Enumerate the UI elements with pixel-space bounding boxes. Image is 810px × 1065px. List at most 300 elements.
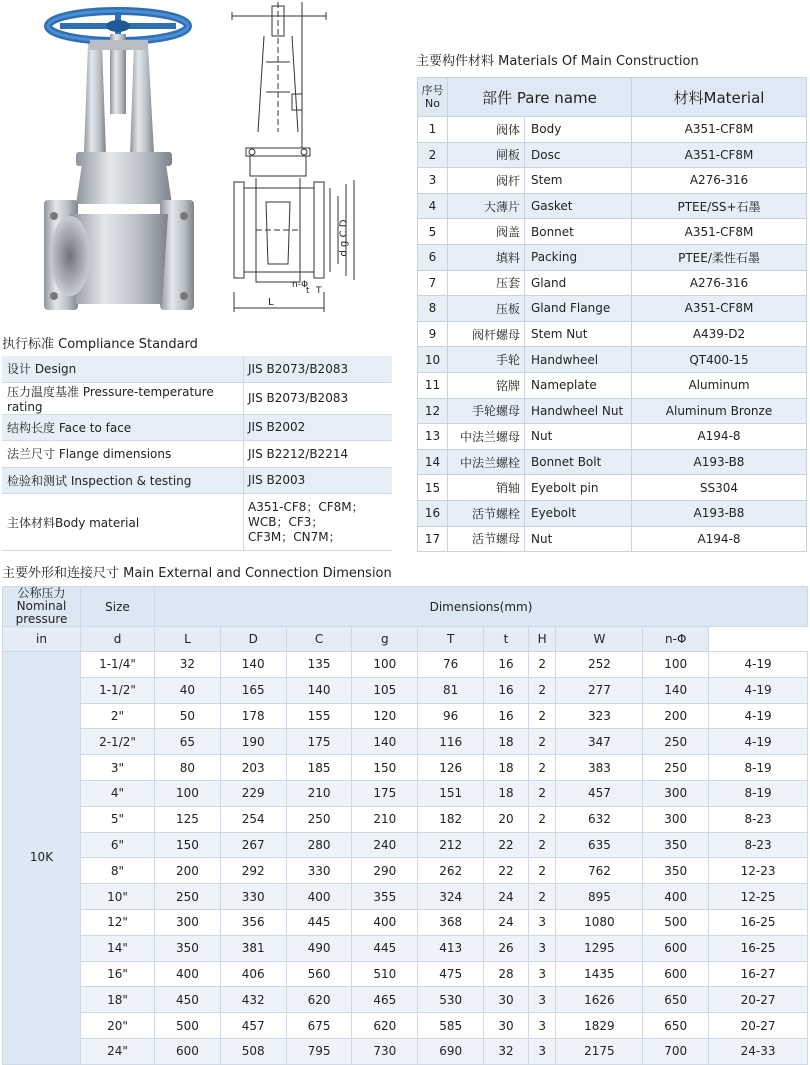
dim-cell-c: 105	[352, 677, 418, 703]
materials-part-cn: 压套	[448, 270, 525, 296]
compliance-title: 执行标准 Compliance Standard	[2, 337, 198, 352]
materials-part-cn: 阀盖	[448, 219, 525, 245]
materials-part-cn: 手轮螺母	[448, 398, 525, 424]
dim-cell-n: 4-19	[709, 677, 808, 703]
dim-cell-d: 200	[155, 858, 221, 884]
materials-row	[418, 449, 807, 475]
drawing-label-T: T	[316, 286, 322, 296]
dim-cell-t: 32	[484, 1038, 529, 1064]
dim-cell-d: 490	[286, 935, 352, 961]
dim-cell-t: 30	[484, 987, 529, 1013]
dim-column-header: g	[352, 627, 418, 652]
dim-cell-g: 212	[418, 832, 484, 858]
dimensions-title: 主要外形和连接尺寸 Main External and Connection Dimension	[2, 566, 392, 581]
dim-cell-d: 210	[286, 780, 352, 806]
compliance-value: JIS B2073/B2083	[244, 356, 393, 382]
dim-cell-d: 675	[286, 1013, 352, 1039]
dim-row	[3, 832, 808, 858]
drawing-dim-labels	[338, 220, 350, 257]
dim-cell-n: 20-27	[709, 987, 808, 1013]
materials-row	[418, 117, 807, 143]
materials-header-material: 材料Material	[632, 78, 807, 117]
dim-cell-w: 300	[643, 806, 709, 832]
dim-cell-d: 330	[286, 858, 352, 884]
dim-cell-h: 252	[556, 652, 643, 678]
dim-row	[3, 780, 808, 806]
dim-row	[3, 935, 808, 961]
dim-cell-t: 3	[528, 1013, 556, 1039]
materials-part-cn: 中法兰螺栓	[448, 449, 525, 475]
dim-cell-d: 135	[286, 652, 352, 678]
dim-cell-w: 350	[643, 858, 709, 884]
dim-cell-g: 413	[418, 935, 484, 961]
dim-cell-h: 2175	[556, 1038, 643, 1064]
dim-cell-h: 347	[556, 729, 643, 755]
pressure-cn: 公称压力	[17, 586, 66, 600]
dim-cell-w: 250	[643, 755, 709, 781]
dim-row	[3, 909, 808, 935]
dim-cell-l: 457	[220, 1013, 286, 1039]
dim-cell-n: 12-23	[709, 858, 808, 884]
materials-part-cn: 销轴	[448, 475, 525, 501]
dim-cell-t: 2	[528, 652, 556, 678]
dim-size: 24"	[81, 1038, 155, 1064]
materials-no: 17	[418, 526, 448, 552]
dim-cell-t: 2	[528, 755, 556, 781]
pressure-class: 10K	[3, 652, 81, 1065]
materials-part-cn: 中法兰螺母	[448, 424, 525, 450]
dim-cell-g: 475	[418, 961, 484, 987]
dim-size: 6"	[81, 832, 155, 858]
materials-row	[418, 168, 807, 194]
valve-photo	[30, 4, 220, 324]
dim-cell-g: 690	[418, 1038, 484, 1064]
dim-cell-t: 3	[528, 935, 556, 961]
body-material-line: CF3M；CN7M；	[248, 529, 341, 544]
dim-cell-h: 1435	[556, 961, 643, 987]
materials-material: A439-D2	[632, 321, 807, 347]
dim-cell-n: 8-19	[709, 780, 808, 806]
dim-cell-d: 560	[286, 961, 352, 987]
materials-row	[418, 142, 807, 168]
dim-cell-c: 290	[352, 858, 418, 884]
materials-part-cn: 活节螺栓	[448, 500, 525, 526]
compliance-key: 法兰尺寸 Flange dimensions	[2, 441, 244, 468]
pressure-header	[3, 587, 81, 627]
materials-material: A193-B8	[632, 500, 807, 526]
materials-part-en: Stem	[525, 168, 632, 194]
compliance-row	[2, 467, 392, 494]
materials-no: 11	[418, 372, 448, 398]
drawing-label-t: t	[306, 286, 310, 296]
dim-header-row-1	[3, 587, 808, 627]
dim-cell-c: 140	[352, 729, 418, 755]
pressure-en-1: Nominal	[16, 599, 67, 613]
dim-cell-n: 4-19	[709, 729, 808, 755]
dim-cell-d: 80	[155, 755, 221, 781]
dim-cell-l: 178	[220, 703, 286, 729]
materials-part-cn: 阀杆螺母	[448, 321, 525, 347]
compliance-key: 主体材料Body material	[2, 494, 244, 551]
dim-cell-c: 510	[352, 961, 418, 987]
dim-cell-n: 8-19	[709, 755, 808, 781]
dim-cell-h: 632	[556, 806, 643, 832]
dim-cell-n: 8-23	[709, 806, 808, 832]
dim-cell-l: 165	[220, 677, 286, 703]
materials-part-en: Nut	[525, 424, 632, 450]
dim-cell-d: 65	[155, 729, 221, 755]
dim-cell-n: 4-19	[709, 703, 808, 729]
dim-cell-w: 500	[643, 909, 709, 935]
materials-row	[418, 347, 807, 373]
dim-cell-w: 250	[643, 729, 709, 755]
dim-cell-w: 300	[643, 780, 709, 806]
dim-size: 8"	[81, 858, 155, 884]
materials-material: QT400-15	[632, 347, 807, 373]
materials-no: 7	[418, 270, 448, 296]
materials-no: 2	[418, 142, 448, 168]
materials-material: Aluminum	[632, 372, 807, 398]
dim-cell-d: 280	[286, 832, 352, 858]
dim-cell-c: 240	[352, 832, 418, 858]
dim-cell-t: 16	[484, 703, 529, 729]
dim-cell-w: 600	[643, 935, 709, 961]
unit-header: in	[3, 627, 81, 652]
dim-cell-g: 530	[418, 987, 484, 1013]
materials-row	[418, 398, 807, 424]
drawing-label-L: L	[268, 297, 274, 308]
dim-cell-d: 185	[286, 755, 352, 781]
dim-cell-w: 600	[643, 961, 709, 987]
dim-cell-c: 620	[352, 1013, 418, 1039]
dim-cell-c: 355	[352, 884, 418, 910]
materials-part-en: Stem Nut	[525, 321, 632, 347]
dim-cell-d: 155	[286, 703, 352, 729]
dim-row	[3, 961, 808, 987]
materials-no: 3	[418, 168, 448, 194]
materials-no: 12	[418, 398, 448, 424]
dim-cell-h: 383	[556, 755, 643, 781]
materials-part-en: Gland	[525, 270, 632, 296]
materials-part-cn: 阀体	[448, 117, 525, 143]
dim-cell-h: 1295	[556, 935, 643, 961]
dim-row	[3, 755, 808, 781]
dim-cell-d: 100	[155, 780, 221, 806]
materials-part-cn: 压板	[448, 296, 525, 322]
dim-cell-n: 4-19	[709, 652, 808, 678]
dim-cell-d: 140	[286, 677, 352, 703]
materials-material: PTEE/柔性石墨	[632, 244, 807, 270]
dim-size: 20"	[81, 1013, 155, 1039]
dim-header-row-2	[3, 627, 808, 652]
dim-cell-w: 140	[643, 677, 709, 703]
dim-cell-l: 292	[220, 858, 286, 884]
dim-row	[3, 652, 808, 678]
dim-cell-w: 700	[643, 1038, 709, 1064]
compliance-row	[2, 382, 392, 414]
dim-cell-t: 26	[484, 935, 529, 961]
materials-material: A351-CF8M	[632, 296, 807, 322]
dim-cell-l: 508	[220, 1038, 286, 1064]
body-material-line: A351-CF8；CF8M；	[248, 499, 364, 514]
materials-row	[418, 193, 807, 219]
dim-column-header: T	[418, 627, 484, 652]
materials-no: 15	[418, 475, 448, 501]
drawing-label-n-phi: n-Φ	[292, 280, 309, 290]
dim-row	[3, 729, 808, 755]
materials-table	[417, 77, 807, 552]
materials-material: A194-8	[632, 424, 807, 450]
dimensions-table	[2, 586, 808, 1065]
dim-cell-w: 650	[643, 987, 709, 1013]
materials-part-en: Gland Flange	[525, 296, 632, 322]
dim-cell-g: 116	[418, 729, 484, 755]
dim-cell-w: 400	[643, 884, 709, 910]
materials-part-cn: 阀杆	[448, 168, 525, 194]
dim-size: 18"	[81, 987, 155, 1013]
dim-cell-d: 445	[286, 909, 352, 935]
materials-title: 主要构件材料 Materials Of Main Construction	[416, 54, 699, 69]
materials-no: 1	[418, 117, 448, 143]
dim-cell-g: 262	[418, 858, 484, 884]
dim-cell-d: 250	[155, 884, 221, 910]
materials-material: A193-B8	[632, 449, 807, 475]
body-material-line: WCB；CF3；	[248, 514, 324, 529]
dim-column-header: C	[286, 627, 352, 652]
drawing-label-g: g	[338, 240, 350, 247]
dim-cell-l: 406	[220, 961, 286, 987]
materials-part-en: Packing	[525, 244, 632, 270]
dim-cell-d: 795	[286, 1038, 352, 1064]
dim-size: 5"	[81, 806, 155, 832]
dim-cell-t: 16	[484, 677, 529, 703]
dim-cell-d: 350	[155, 935, 221, 961]
dim-column-header: t	[484, 627, 529, 652]
dim-cell-t: 2	[528, 858, 556, 884]
dim-cell-d: 32	[155, 652, 221, 678]
dim-cell-t: 16	[484, 652, 529, 678]
dim-cell-t: 2	[528, 884, 556, 910]
materials-header-part: 部件 Pare name	[448, 78, 632, 117]
dim-cell-t: 20	[484, 806, 529, 832]
materials-no: 13	[418, 424, 448, 450]
dim-size: 1-1/2"	[81, 677, 155, 703]
dim-column-header: d	[81, 627, 155, 652]
dim-cell-t: 2	[528, 832, 556, 858]
dim-cell-c: 210	[352, 806, 418, 832]
materials-no: 14	[418, 449, 448, 475]
dim-column-header: H	[528, 627, 556, 652]
dim-cell-d: 500	[155, 1013, 221, 1039]
dim-size: 10"	[81, 884, 155, 910]
dim-size: 4"	[81, 780, 155, 806]
dim-cell-l: 381	[220, 935, 286, 961]
dim-cell-d: 150	[155, 832, 221, 858]
dim-cell-g: 126	[418, 755, 484, 781]
dim-size: 2"	[81, 703, 155, 729]
dim-cell-t: 2	[528, 677, 556, 703]
dim-cell-t: 2	[528, 703, 556, 729]
compliance-table	[2, 356, 392, 551]
dim-cell-c: 175	[352, 780, 418, 806]
dim-column-header: L	[155, 627, 221, 652]
dim-cell-n: 8-23	[709, 832, 808, 858]
dim-cell-g: 96	[418, 703, 484, 729]
dim-cell-n: 12-25	[709, 884, 808, 910]
dim-size: 12"	[81, 909, 155, 935]
materials-part-cn: 铭牌	[448, 372, 525, 398]
dim-size: 14"	[81, 935, 155, 961]
materials-row	[418, 424, 807, 450]
materials-part-en: Bonnet	[525, 219, 632, 245]
dim-cell-c: 400	[352, 909, 418, 935]
materials-no: 9	[418, 321, 448, 347]
compliance-value: JIS B2002	[244, 414, 393, 441]
pressure-en-2: pressure	[15, 612, 68, 626]
dim-cell-n: 16-25	[709, 935, 808, 961]
dim-cell-w: 200	[643, 703, 709, 729]
dim-cell-d: 620	[286, 987, 352, 1013]
dim-cell-t: 18	[484, 780, 529, 806]
dim-cell-d: 400	[155, 961, 221, 987]
dim-cell-h: 1626	[556, 987, 643, 1013]
dim-row	[3, 1038, 808, 1064]
dim-row	[3, 703, 808, 729]
dim-cell-l: 254	[220, 806, 286, 832]
dim-cell-t: 22	[484, 832, 529, 858]
dim-cell-h: 635	[556, 832, 643, 858]
dim-column-header: W	[556, 627, 643, 652]
dim-cell-t: 3	[528, 961, 556, 987]
dim-row	[3, 858, 808, 884]
materials-no: 16	[418, 500, 448, 526]
compliance-key: 结构长度 Face to face	[2, 414, 244, 441]
valve-section-drawing	[222, 2, 382, 320]
materials-material: A276-316	[632, 270, 807, 296]
dim-cell-d: 175	[286, 729, 352, 755]
dimensions-header: Dimensions(mm)	[155, 587, 808, 627]
materials-row	[418, 500, 807, 526]
compliance-row	[2, 356, 392, 382]
dim-cell-t: 3	[528, 1038, 556, 1064]
drawing-label-c: C	[338, 230, 350, 238]
materials-row	[418, 372, 807, 398]
dim-cell-d: 450	[155, 987, 221, 1013]
compliance-row	[2, 414, 392, 441]
dim-cell-l: 190	[220, 729, 286, 755]
materials-part-cn: 填料	[448, 244, 525, 270]
dim-cell-n: 16-27	[709, 961, 808, 987]
materials-part-en: Nameplate	[525, 372, 632, 398]
dim-row	[3, 987, 808, 1013]
dim-cell-d: 40	[155, 677, 221, 703]
drawing-label-d: d	[338, 250, 350, 257]
dim-cell-h: 457	[556, 780, 643, 806]
dim-cell-t: 30	[484, 1013, 529, 1039]
materials-material: SS304	[632, 475, 807, 501]
dim-cell-g: 585	[418, 1013, 484, 1039]
dim-cell-t: 2	[528, 806, 556, 832]
dim-cell-c: 150	[352, 755, 418, 781]
dim-cell-t: 24	[484, 884, 529, 910]
compliance-value: JIS B2212/B2214	[244, 441, 393, 468]
dim-cell-w: 650	[643, 1013, 709, 1039]
materials-no: 5	[418, 219, 448, 245]
dim-cell-g: 76	[418, 652, 484, 678]
compliance-key: 设计 Design	[2, 356, 244, 382]
dim-cell-n: 20-27	[709, 1013, 808, 1039]
dim-cell-c: 120	[352, 703, 418, 729]
materials-part-en: Body	[525, 117, 632, 143]
materials-part-cn: 手轮	[448, 347, 525, 373]
materials-no: 10	[418, 347, 448, 373]
dim-cell-d: 250	[286, 806, 352, 832]
dim-cell-d: 125	[155, 806, 221, 832]
materials-row	[418, 321, 807, 347]
materials-part-en: Handwheel Nut	[525, 398, 632, 424]
materials-material: PTEE/SS+石墨	[632, 193, 807, 219]
dim-cell-h: 1080	[556, 909, 643, 935]
materials-material: A351-CF8M	[632, 219, 807, 245]
header-no-en: No	[425, 97, 440, 110]
dim-cell-l: 267	[220, 832, 286, 858]
dim-cell-g: 324	[418, 884, 484, 910]
compliance-value	[244, 494, 393, 551]
compliance-row	[2, 441, 392, 468]
compliance-key: 压力温度基准 Pressure-temperature rating	[2, 382, 244, 414]
dim-cell-l: 432	[220, 987, 286, 1013]
materials-no: 8	[418, 296, 448, 322]
dim-cell-t: 24	[484, 909, 529, 935]
materials-part-en: Eyebolt pin	[525, 475, 632, 501]
materials-material: A276-316	[632, 168, 807, 194]
materials-part-en: Nut	[525, 526, 632, 552]
dim-row	[3, 677, 808, 703]
dim-row	[3, 806, 808, 832]
dim-column-header: n-Φ	[643, 627, 709, 652]
dim-cell-t: 28	[484, 961, 529, 987]
materials-part-en: Handwheel	[525, 347, 632, 373]
materials-no: 4	[418, 193, 448, 219]
materials-header-no	[418, 78, 448, 117]
materials-part-en: Gasket	[525, 193, 632, 219]
dim-cell-h: 762	[556, 858, 643, 884]
materials-material: A351-CF8M	[632, 117, 807, 143]
materials-part-en: Bonnet Bolt	[525, 449, 632, 475]
materials-row	[418, 296, 807, 322]
materials-header-row	[418, 78, 807, 117]
dim-cell-d: 600	[155, 1038, 221, 1064]
dim-cell-t: 2	[528, 729, 556, 755]
dim-cell-c: 100	[352, 652, 418, 678]
dim-size: 2-1/2"	[81, 729, 155, 755]
dim-cell-l: 330	[220, 884, 286, 910]
materials-part-cn: 大薄片	[448, 193, 525, 219]
dim-column-header: D	[220, 627, 286, 652]
dim-cell-g: 368	[418, 909, 484, 935]
materials-row	[418, 526, 807, 552]
dim-cell-c: 465	[352, 987, 418, 1013]
dim-cell-h: 895	[556, 884, 643, 910]
materials-no: 6	[418, 244, 448, 270]
compliance-key: 检验和测试 Inspection & testing	[2, 467, 244, 494]
dim-cell-d: 300	[155, 909, 221, 935]
dim-size: 1-1/4"	[81, 652, 155, 678]
dim-cell-c: 730	[352, 1038, 418, 1064]
dim-cell-g: 81	[418, 677, 484, 703]
dim-row	[3, 884, 808, 910]
dim-cell-t: 3	[528, 987, 556, 1013]
